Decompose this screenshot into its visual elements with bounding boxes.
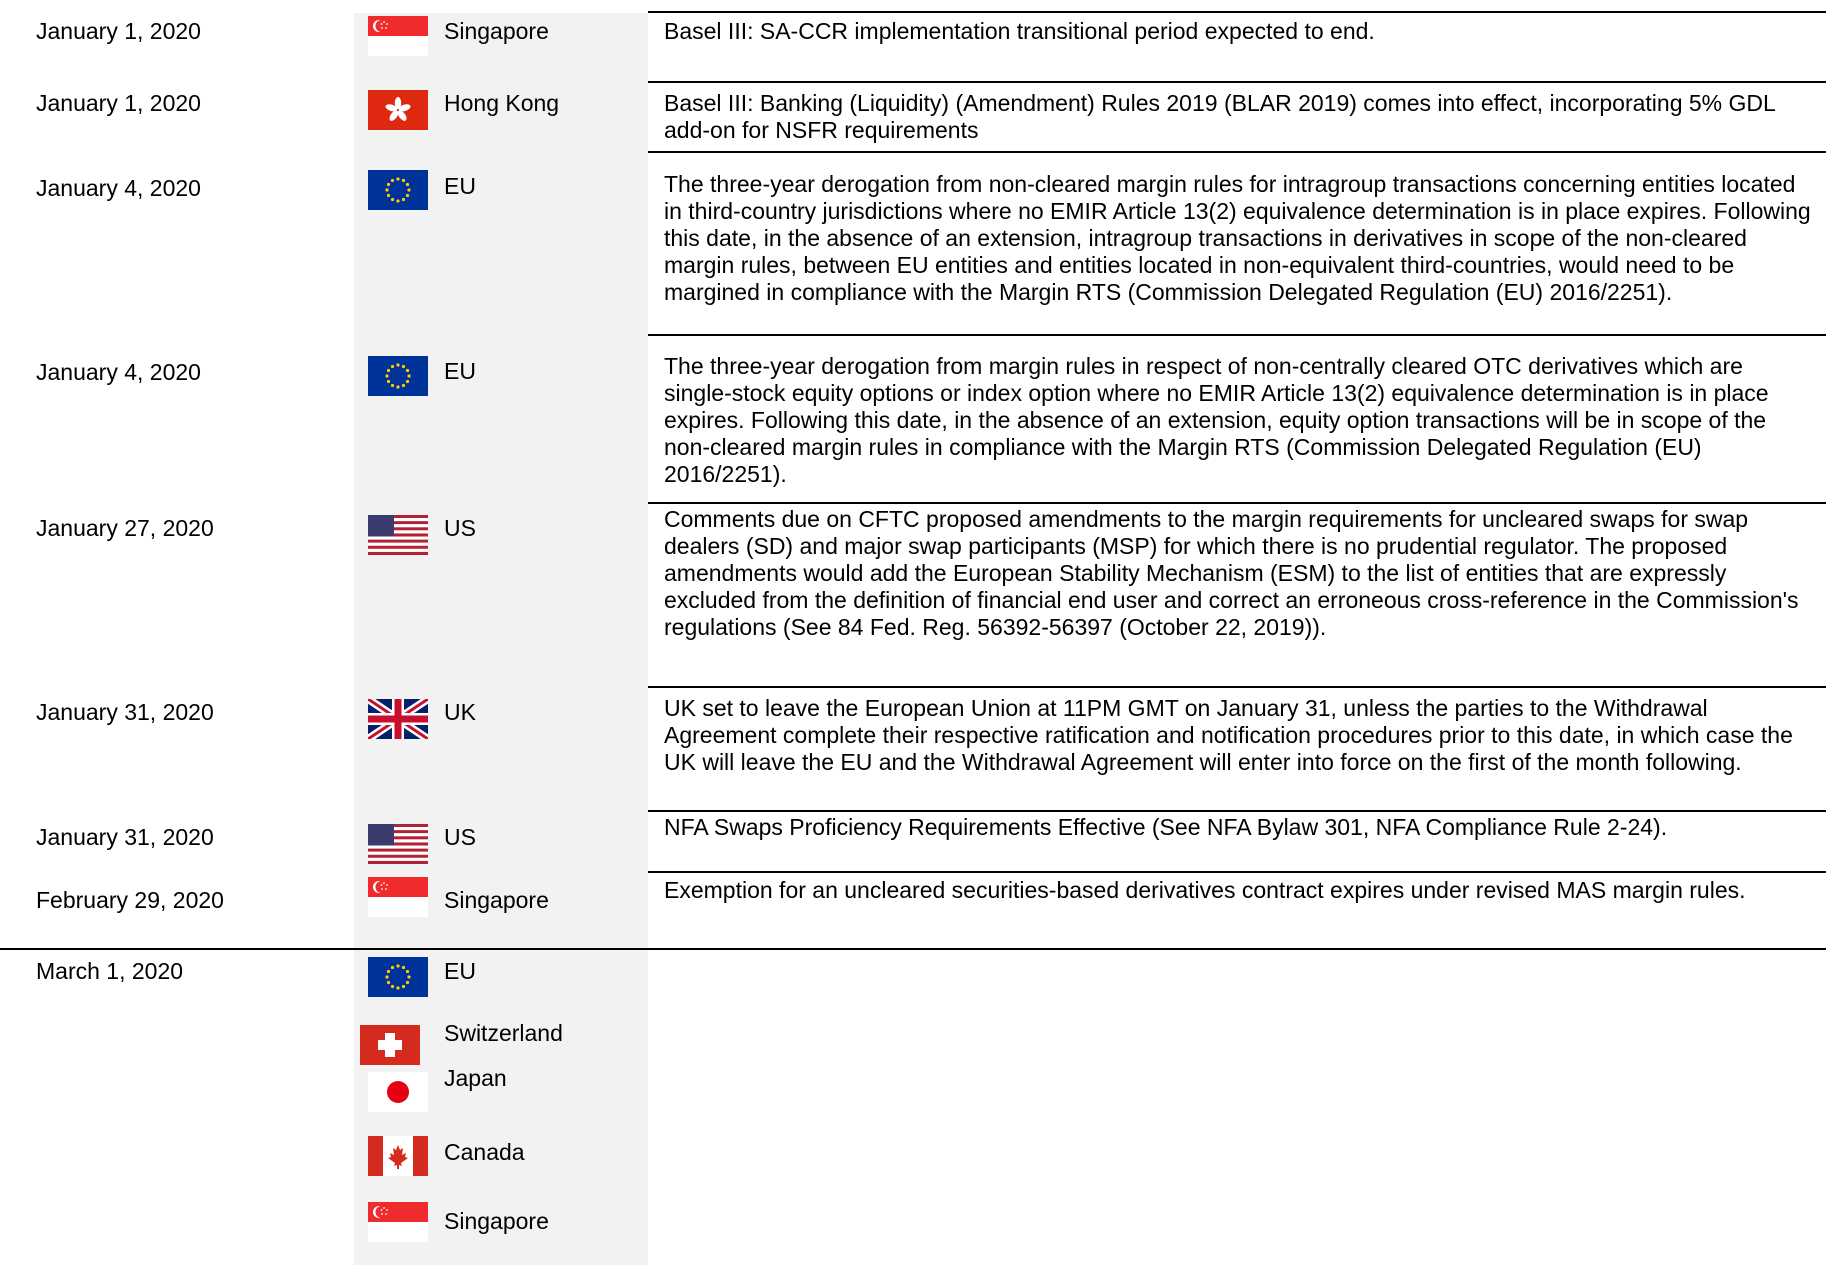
event-date: January 27, 2020 bbox=[36, 515, 214, 541]
region-name: EU bbox=[444, 173, 476, 199]
region-name: EU bbox=[444, 958, 476, 984]
event-date: January 1, 2020 bbox=[36, 90, 201, 116]
eu-flag-icon bbox=[368, 957, 428, 997]
region-name: Canada bbox=[444, 1139, 525, 1165]
event-date: March 1, 2020 bbox=[36, 958, 184, 984]
table-row bbox=[0, 504, 1826, 688]
event-date: February 29, 2020 bbox=[36, 887, 224, 913]
region-name: US bbox=[444, 515, 476, 541]
hong-kong-flag-icon bbox=[368, 90, 428, 130]
table-row bbox=[0, 688, 1826, 812]
event-description: The three-year derogation from margin rules in respect of non-centrally cleared OTC derivatives which are single-stock equity options or index option where no EMIR Article 13(2) equivalence determination is in place expires. Following this date, in the absence of an extension, equity option transactions will be in scope of the non-cleared margin rules in compliance with the Margin RTS (Commission Delegated Regulation (EU) 2016/2251). bbox=[664, 353, 1769, 487]
event-description: UK set to leave the European Union at 11PM GMT on January 31, unless the parties to the Withdrawal Agreement complete their respective ratification and notification procedures prior to this date, in which case the UK will leave the EU and the Withdrawal Agreement will enter into force on the first of the month following. bbox=[664, 695, 1793, 775]
table-row bbox=[0, 153, 1826, 336]
region-name: Singapore bbox=[444, 1208, 549, 1234]
region-name: EU bbox=[444, 358, 476, 384]
eu-flag-icon bbox=[368, 170, 428, 210]
singapore-flag-icon bbox=[368, 877, 428, 917]
event-description: Exemption for an uncleared securities-based derivatives contract expires under revised MAS margin rules. bbox=[664, 877, 1746, 903]
canada-flag-icon bbox=[368, 1136, 428, 1176]
event-date: January 31, 2020 bbox=[36, 824, 214, 850]
eu-flag-icon bbox=[368, 356, 428, 396]
singapore-flag-icon bbox=[368, 1202, 428, 1242]
singapore-flag-icon bbox=[368, 16, 428, 56]
event-description: NFA Swaps Proficiency Requirements Effective (See NFA Bylaw 301, NFA Compliance Rule 2-24). bbox=[664, 814, 1668, 840]
region-name: Switzerland bbox=[444, 1020, 563, 1046]
table-row bbox=[0, 83, 1826, 153]
table-row bbox=[0, 13, 1826, 83]
table-row bbox=[0, 812, 1826, 873]
region-name: US bbox=[444, 824, 476, 850]
table-row bbox=[0, 873, 1826, 949]
switzerland-flag-icon bbox=[360, 1025, 420, 1065]
event-date: January 4, 2020 bbox=[36, 359, 201, 385]
event-date: January 1, 2020 bbox=[36, 18, 201, 44]
region-name: Japan bbox=[444, 1065, 507, 1091]
event-description: The three-year derogation from non-cleared margin rules for intragroup transactions concerning entities located in third-country jurisdictions where no EMIR Article 13(2) equivalence determination is in place expires. Following this date, in the absence of an extension, intragroup transactions in derivatives in scope of the non-cleared margin rules, between EU entities and entities located in non-equivalent third-countries, would need to be margined in compliance with the Margin RTS (Commission Delegated Regulation (EU) 2016/2251). bbox=[664, 171, 1811, 305]
table-row bbox=[0, 336, 1826, 504]
event-date: January 4, 2020 bbox=[36, 175, 201, 201]
us-flag-icon bbox=[368, 824, 428, 844]
uk-flag-icon bbox=[368, 699, 428, 719]
event-description: Comments due on CFTC proposed amendments to the margin requirements for uncleared swaps for swap dealers (SD) and major swap participants (MSP) for which there is no prudential regulator. The proposed amendments would add the European Stability Mechanism (ESM) to the list of entities that are expressly excluded from the definition of financial end user and correct an erroneous cross-reference in the Commission's regulations (See 84 Fed. Reg. 56392-56397 (October 22, 2019)). bbox=[664, 506, 1799, 640]
table-row bbox=[0, 950, 1826, 1265]
japan-flag-icon bbox=[368, 1072, 428, 1112]
region-name: Singapore bbox=[444, 18, 549, 44]
region-name: Singapore bbox=[444, 887, 549, 913]
event-description: Basel III: SA-CCR implementation transitional period expected to end. bbox=[664, 18, 1375, 44]
event-date: January 31, 2020 bbox=[36, 699, 214, 725]
region-name: UK bbox=[444, 699, 476, 725]
region-name: Hong Kong bbox=[444, 90, 560, 116]
us-flag-icon bbox=[368, 515, 428, 535]
event-description: Basel III: Banking (Liquidity) (Amendment) Rules 2019 (BLAR 2019) comes into effect, incorporating 5% GDL add-on for NSFR requirements bbox=[664, 90, 1775, 143]
